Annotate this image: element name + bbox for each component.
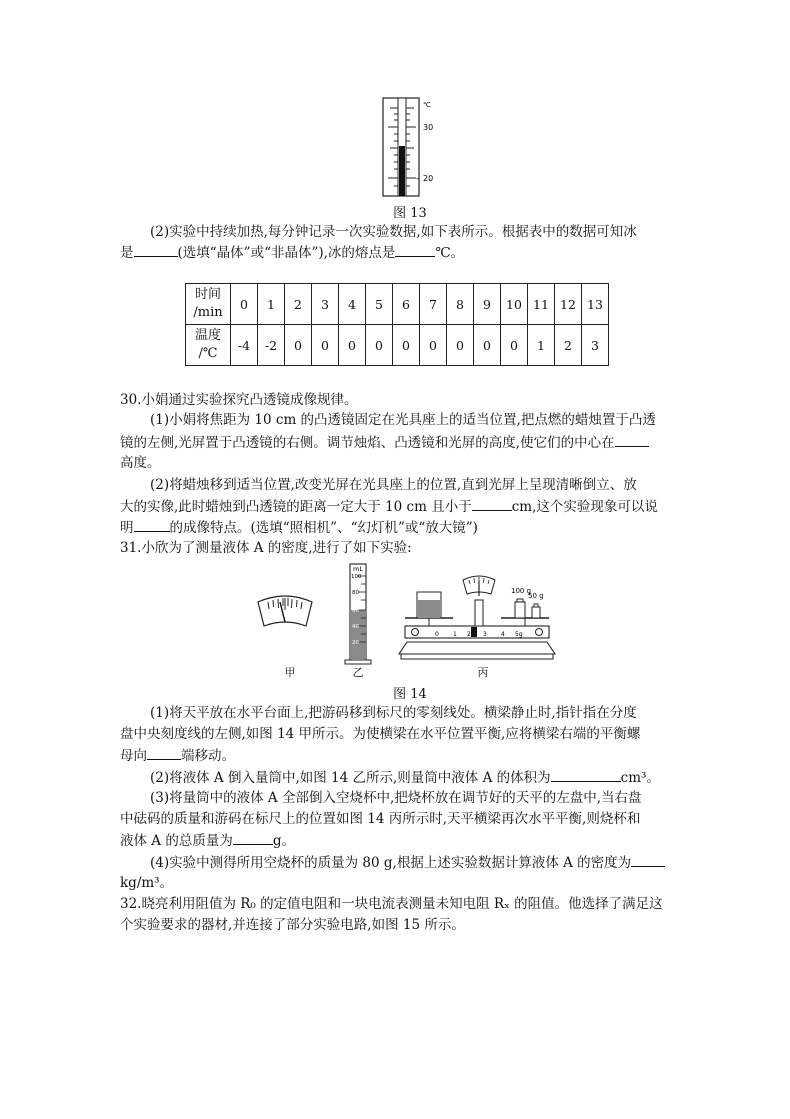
fig13-caption: 图 13 (393, 206, 427, 221)
balance-pointer-dial (254, 592, 316, 632)
q32-line1: 32.晓亮利用阻值为 R₀ 的定值电阻和一块电流表测量未知电阻 Rₓ 的阻值。他选择了满足这 (120, 896, 663, 912)
svg-text:0: 0 (435, 631, 439, 638)
svg-text:5g: 5g (515, 631, 523, 638)
answer-blank-distance[interactable] (472, 496, 512, 511)
svg-text:1: 1 (453, 631, 457, 638)
table-header-time: 时间 /min (186, 284, 231, 325)
q32-line2: 个实验要求的器材,并连接了部分实验电路,如图 15 所示。 (120, 917, 465, 933)
svg-text:-: - (416, 174, 419, 183)
answer-blank-crystal[interactable] (134, 242, 178, 257)
thermometer-figure (378, 96, 438, 200)
graduated-cylinder (342, 558, 382, 668)
q29-2-line1: (2)实验中持续加热,每分钟记录一次实验数据,如下表所示。根据表中的数据可知冰 (150, 224, 637, 240)
q30-title: 30.小娟通过实验探究凸透镜成像规律。 (120, 392, 358, 408)
svg-text:80: 80 (352, 590, 359, 596)
answer-blank-direction[interactable] (147, 745, 181, 760)
answer-blank-melting-point[interactable] (395, 242, 435, 257)
weight-100g: 100 g (511, 587, 532, 595)
svg-text:60: 60 (352, 608, 359, 614)
svg-text:4: 4 (501, 631, 505, 638)
table-header-temp: 温度 /℃ (186, 325, 231, 366)
q31-title: 31.小欣为了测量液体 A 的密度,进行了如下实验: (120, 540, 412, 556)
q29-2-line2: 是 (选填“晶体”或“非晶体”),冰的熔点是 ℃。 (120, 242, 464, 263)
thermometer-unit: ℃ (423, 101, 431, 109)
temperature-time-table (185, 283, 609, 366)
weight-50g: 50 g (528, 592, 544, 600)
svg-text:2: 2 (467, 631, 471, 638)
svg-text:100: 100 (351, 574, 362, 580)
answer-blank-density[interactable] (631, 852, 665, 867)
answer-blank-total-mass[interactable] (233, 830, 273, 845)
svg-text:20: 20 (352, 640, 359, 646)
answer-blank-device[interactable] (134, 517, 170, 532)
table-row-time: 时间 /min 0 1 2 3 4 5 6 7 8 9 10 11 12 13 (186, 284, 609, 325)
cylinder-unit: mL (353, 565, 363, 573)
svg-text:3: 3 (483, 631, 487, 638)
answer-blank-same-height[interactable] (615, 432, 649, 447)
svg-text:40: 40 (352, 624, 359, 630)
balance-scale (397, 572, 557, 668)
thermometer-mark-bottom: 20 (423, 174, 434, 183)
fig14-label-bing: 丙 (477, 666, 489, 679)
fig14-label-yi: 乙 (352, 666, 364, 679)
table-row-temp: 温度 /℃ -4 -2 0 0 0 0 0 0 0 0 0 1 2 3 (186, 325, 609, 366)
fig14-label-jia: 甲 (284, 666, 296, 679)
fig14-caption: 图 14 (393, 687, 427, 702)
answer-blank-volume[interactable] (551, 767, 621, 782)
thermometer-mark-top: 30 (423, 123, 434, 132)
